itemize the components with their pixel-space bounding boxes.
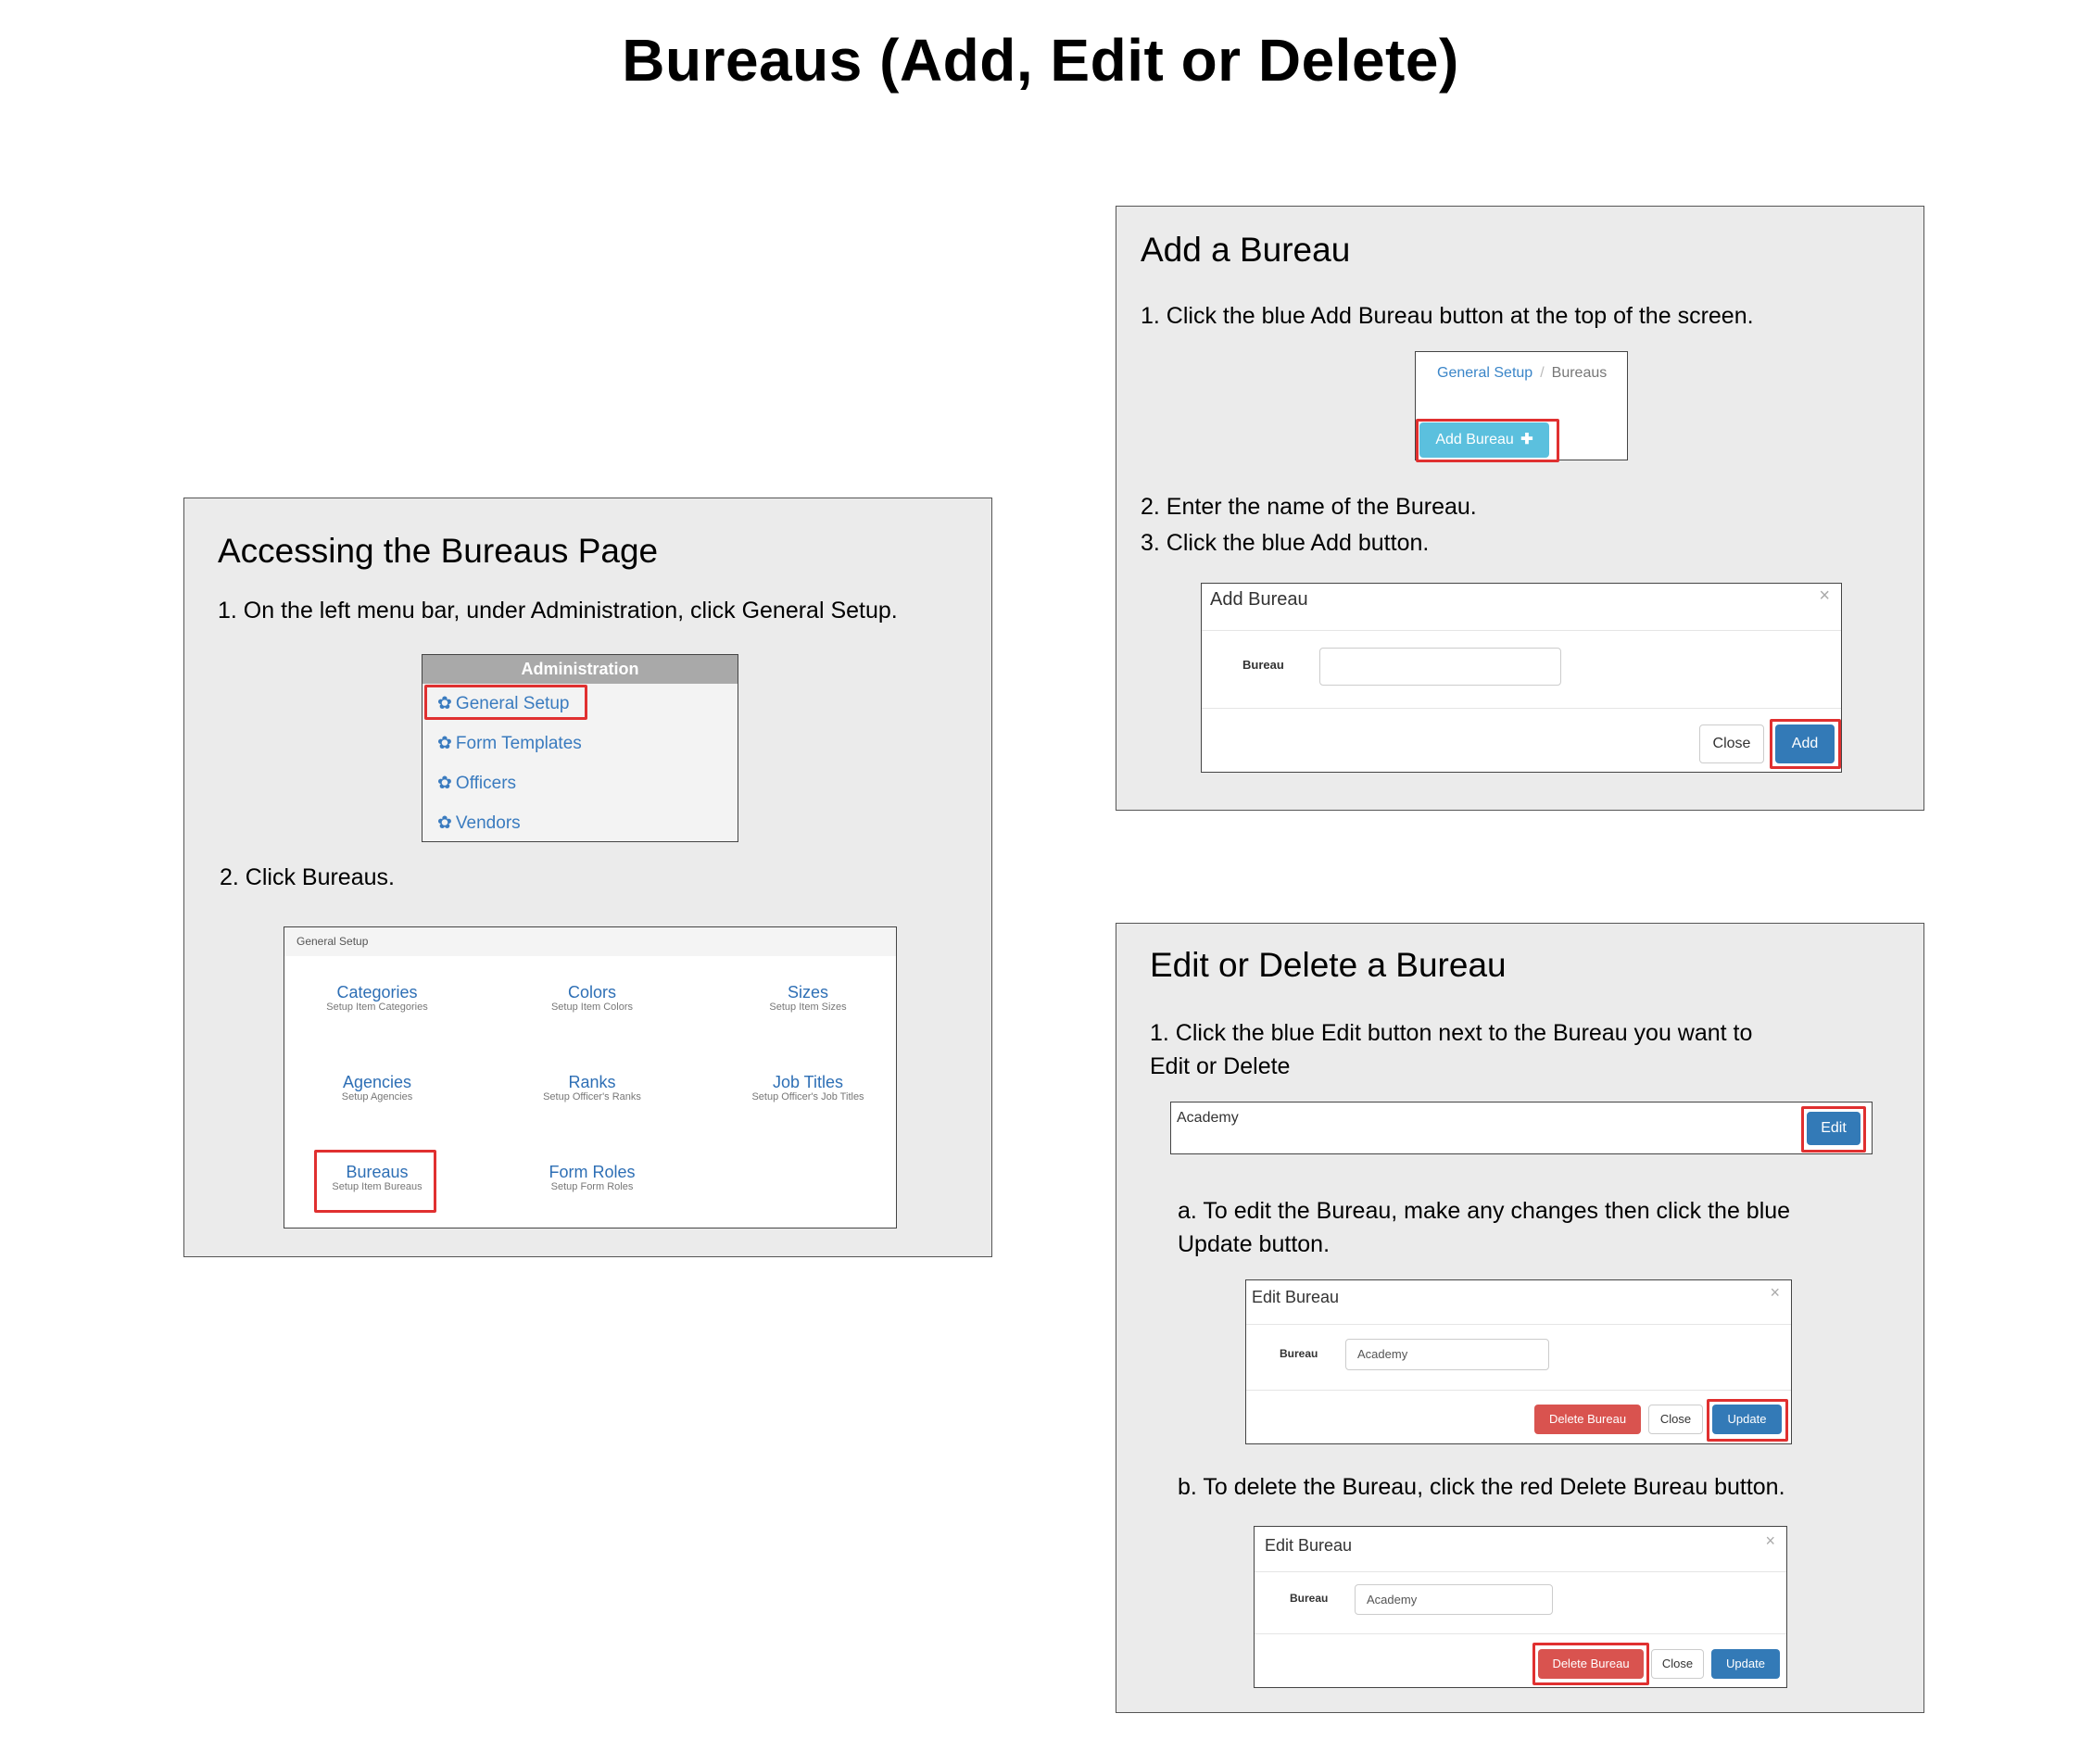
step-1-text: 1. Click the blue Add Bureau button at the top of the screen. <box>1141 303 1754 329</box>
divider <box>1202 708 1841 709</box>
setup-link-subtitle: Setup Form Roles <box>550 1181 634 1192</box>
plus-icon: ✚ <box>1520 432 1533 447</box>
step-2-text: 2. Enter the name of the Bureau. <box>1141 494 1477 520</box>
divider <box>1255 1571 1786 1572</box>
highlight-box <box>1770 719 1841 769</box>
setup-link-subtitle: Setup Item Bureaus <box>332 1181 423 1192</box>
panel-accessing <box>183 498 992 1257</box>
gear-icon: ✿ <box>437 774 452 793</box>
setup-link-title: Job Titles <box>772 1073 844 1091</box>
setup-link-title: Form Roles <box>549 1163 636 1181</box>
document-title: Bureaus (Add, Edit or Delete) <box>622 27 1459 94</box>
step-a-text-continued: Update button. <box>1178 1231 1331 1257</box>
setup-link-sizes[interactable] <box>720 983 896 1014</box>
highlight-box <box>1532 1643 1649 1685</box>
admin-menu-header: Administration <box>423 655 738 684</box>
close-button[interactable]: Close <box>1651 1649 1704 1679</box>
setup-link-title: Colors <box>567 983 616 1002</box>
highlight-box <box>1416 419 1559 462</box>
step-b-text: b. To delete the Bureau, click the red Delete Bureau button. <box>1178 1474 1785 1500</box>
update-button[interactable]: Update <box>1711 1649 1780 1679</box>
add-bureau-button-label: Add Bureau <box>1435 432 1514 447</box>
setup-link-job-titles[interactable] <box>720 1073 896 1103</box>
setup-link-subtitle: Setup Item Categories <box>326 1002 428 1013</box>
panel-title: Edit or Delete a Bureau <box>1150 946 1507 984</box>
setup-link-title: Categories <box>336 983 418 1002</box>
setup-link-title: Ranks <box>568 1073 616 1091</box>
setup-link-title: Sizes <box>787 983 828 1002</box>
panel-edit-delete <box>1116 923 1924 1713</box>
setup-link-subtitle: Setup Agencies <box>341 1091 413 1102</box>
menu-item-label: Vendors <box>455 813 521 833</box>
modal-title: Edit Bureau <box>1252 1288 1340 1306</box>
highlight-box <box>1707 1399 1788 1442</box>
menu-item-general-setup[interactable] <box>423 684 738 724</box>
menu-item-label: General Setup <box>455 694 570 713</box>
modal-title: Add Bureau <box>1210 589 1308 610</box>
admin-menu-screenshot <box>422 654 738 842</box>
divider <box>1202 630 1841 631</box>
menu-item-officers[interactable] <box>423 763 738 803</box>
modal-title: Edit Bureau <box>1265 1536 1353 1555</box>
setup-link-ranks[interactable] <box>504 1073 680 1103</box>
setup-link-title: Bureaus <box>346 1163 409 1181</box>
divider <box>1255 1633 1786 1634</box>
bureau-name-input[interactable]: Academy <box>1355 1584 1553 1615</box>
edit-button[interactable]: Edit <box>1807 1112 1860 1145</box>
general-setup-header: General Setup <box>284 927 896 956</box>
divider <box>1246 1324 1791 1325</box>
setup-link-subtitle: Setup Item Colors <box>550 1002 634 1013</box>
setup-link-title: Agencies <box>342 1073 412 1091</box>
close-button[interactable]: Close <box>1648 1405 1703 1434</box>
admin-menu-body <box>423 684 738 841</box>
bureau-label: Bureau <box>1290 1592 1329 1605</box>
setup-link-agencies[interactable] <box>289 1073 465 1103</box>
add-bureau-button-screenshot <box>1415 351 1628 460</box>
bureau-label: Bureau <box>1280 1347 1318 1360</box>
highlight-box <box>424 685 587 720</box>
setup-link-subtitle: Setup Item Sizes <box>769 1002 847 1013</box>
delete-bureau-button[interactable]: Delete Bureau <box>1534 1405 1641 1434</box>
close-icon[interactable]: × <box>1770 1283 1780 1302</box>
highlight-box <box>1801 1106 1866 1153</box>
setup-link-subtitle: Setup Officer's Ranks <box>543 1091 641 1102</box>
highlight-box <box>314 1150 436 1213</box>
menu-item-form-templates[interactable] <box>423 724 738 763</box>
setup-link-subtitle: Setup Officer's Job Titles <box>751 1091 864 1102</box>
setup-link-form-roles[interactable] <box>504 1163 680 1193</box>
step-1-text: 1. Click the blue Edit button next to the Bureau you want to <box>1150 1020 1753 1046</box>
bureau-row-name: Academy <box>1177 1110 1239 1126</box>
panel-title: Accessing the Bureaus Page <box>218 532 659 570</box>
setup-link-colors[interactable] <box>504 983 680 1014</box>
divider <box>1246 1390 1791 1391</box>
close-button[interactable]: Close <box>1699 724 1764 763</box>
add-bureau-modal-screenshot <box>1201 583 1842 773</box>
general-setup-screenshot <box>284 926 897 1228</box>
gear-icon: ✿ <box>437 813 452 833</box>
panel-add-bureau <box>1116 206 1924 811</box>
bureau-row-screenshot <box>1170 1102 1873 1154</box>
breadcrumb-link-general-setup[interactable]: General Setup <box>1437 365 1533 381</box>
menu-item-label: Officers <box>455 774 517 793</box>
add-button[interactable]: Add <box>1775 724 1835 763</box>
step-1-text-continued: Edit or Delete <box>1150 1053 1291 1079</box>
bureau-name-input[interactable]: Academy <box>1345 1339 1549 1370</box>
edit-bureau-modal-update-screenshot <box>1245 1279 1792 1444</box>
gear-icon: ✿ <box>437 734 452 753</box>
setup-link-categories[interactable] <box>289 983 465 1014</box>
close-icon[interactable]: × <box>1765 1531 1775 1550</box>
panel-title: Add a Bureau <box>1141 231 1351 269</box>
breadcrumb-separator: / <box>1540 365 1545 381</box>
breadcrumb <box>1437 365 1607 382</box>
step-3-text: 3. Click the blue Add button. <box>1141 530 1430 556</box>
bureau-label: Bureau <box>1242 658 1284 672</box>
gear-icon: ✿ <box>437 694 452 713</box>
update-button[interactable]: Update <box>1712 1405 1782 1434</box>
step-1-text: 1. On the left menu bar, under Administration, click General Setup. <box>218 598 898 624</box>
close-icon[interactable]: × <box>1819 586 1830 606</box>
step-2-text: 2. Click Bureaus. <box>220 864 395 890</box>
step-a-text: a. To edit the Bureau, make any changes then click the blue <box>1178 1198 1791 1224</box>
breadcrumb-current: Bureaus <box>1551 365 1608 381</box>
menu-item-vendors[interactable] <box>423 803 738 843</box>
delete-bureau-button[interactable]: Delete Bureau <box>1538 1649 1644 1679</box>
bureau-name-input[interactable] <box>1319 648 1561 686</box>
menu-item-label: Form Templates <box>455 734 582 753</box>
edit-bureau-modal-delete-screenshot <box>1254 1526 1787 1688</box>
